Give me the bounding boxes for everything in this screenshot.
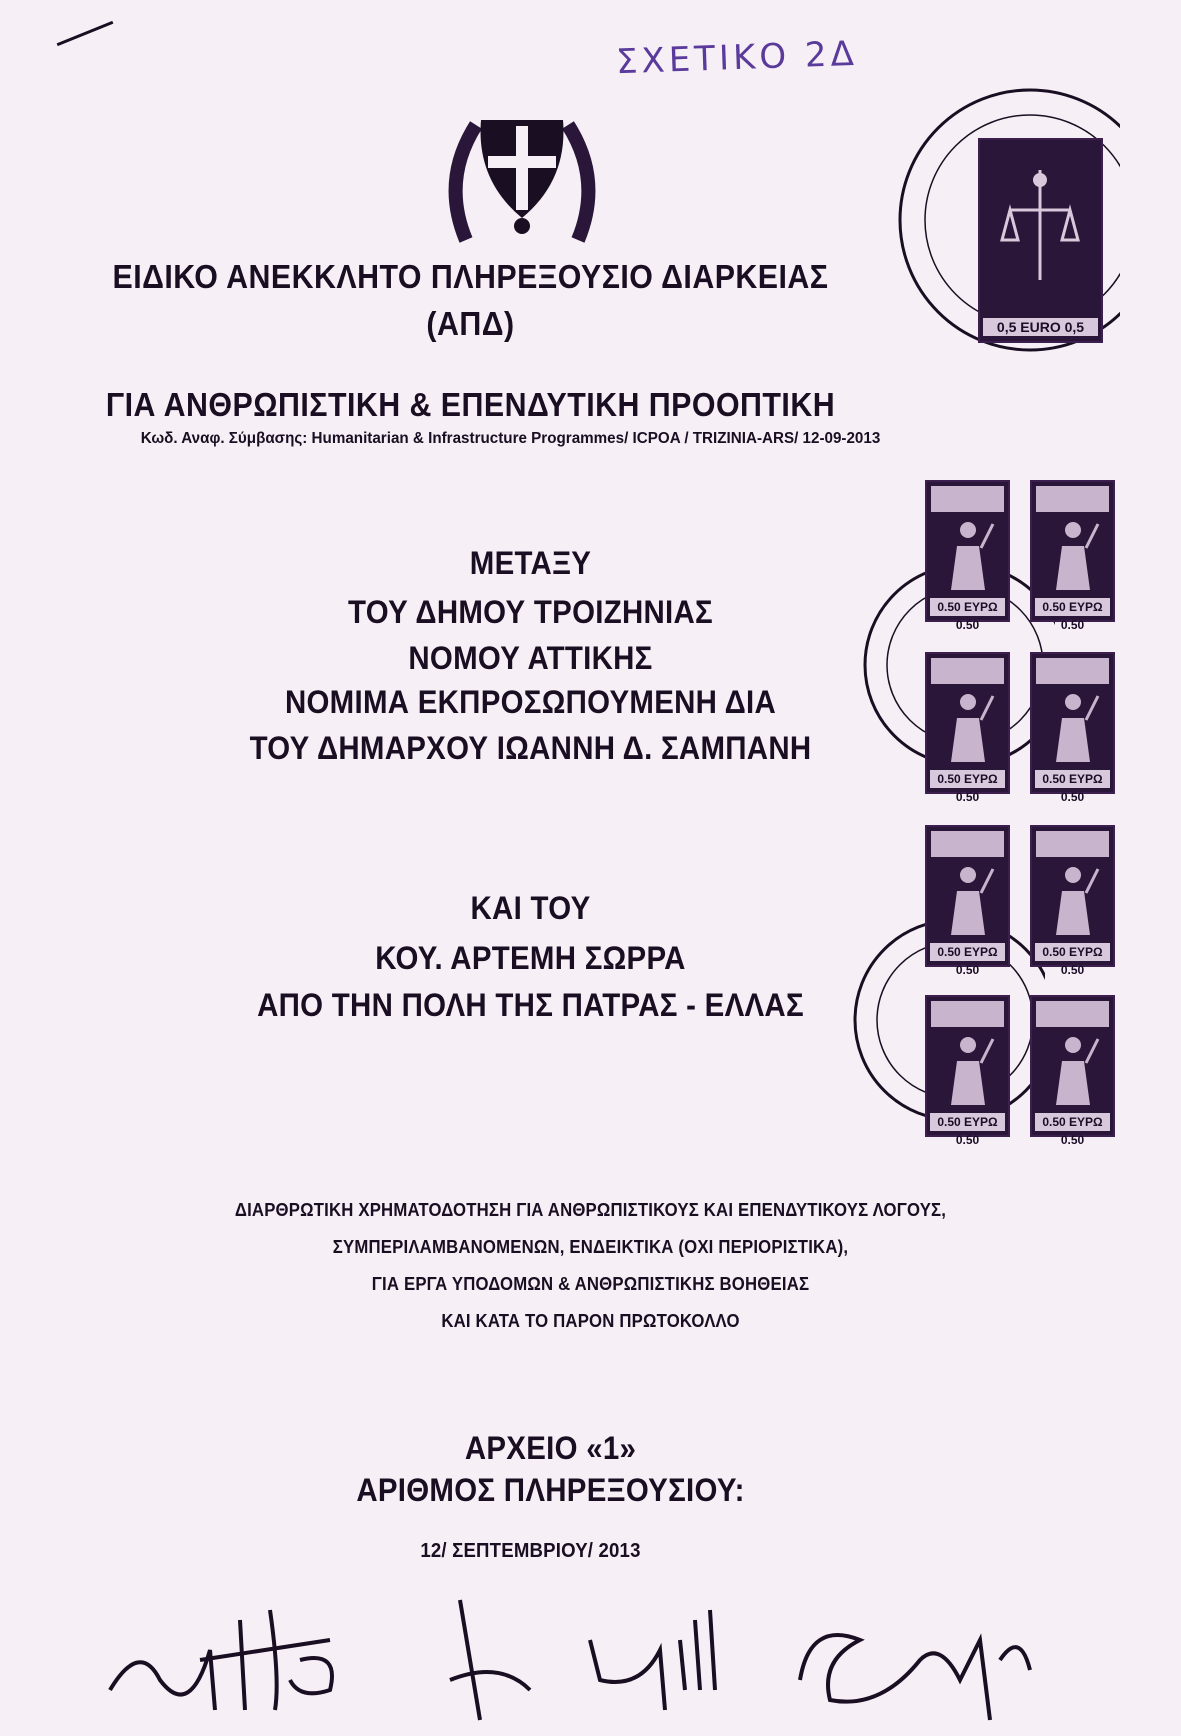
signature-3	[780, 1600, 1060, 1730]
party1-line1: ΤΟΥ ΔΗΜΟΥ ΤΡΟΙΖΗΝΙΑΣ	[348, 594, 713, 630]
lawyer-stamp: 0.50 EYPΩ 0.50	[1030, 995, 1115, 1137]
signature-1	[100, 1580, 360, 1730]
document-subtitle: ΓΙΑ ΑΝΘΡΩΠΙΣΤΙΚΗ & ΕΠΕΝΔΥΤΙΚΗ ΠΡΟΟΠΤΙΚΗ	[105, 386, 836, 423]
purpose-line: ΚΑΙ ΚΑΤΑ ΤΟ ΠΑΡΟΝ ΠΡΩΤΟΚΟΛΛΟ	[441, 1311, 740, 1331]
document-title: ΕΙΔΙΚΟ ΑΝΕΚΚΛΗΤΟ ΠΛΗΡΕΞΟΥΣΙΟ ΔΙΑΡΚΕΙΑΣ	[112, 258, 829, 295]
party1-line2: ΝΟΜΟΥ ΑΤΤΙΚΗΣ	[408, 640, 653, 676]
document-date: 12/ ΣΕΠΤΕΜΒΡΙΟΥ/ 2013	[420, 1540, 641, 1562]
lawyer-stamp: 0.50 EYPΩ 0.50	[1030, 480, 1115, 622]
national-emblem-icon	[436, 100, 608, 250]
lawyer-stamp: 0.50 EYPΩ 0.50	[1030, 652, 1115, 794]
purpose-line: ΔΙΑΡΘΡΩΤΙΚΗ ΧΡΗΜΑΤΟΔΟΤΗΣΗ ΓΙΑ ΑΝΘΡΩΠΙΣΤΙΚΟΥΣ ΚΑΙ ΕΠΕΝΔΥΤΙΚΟΥΣ ΛΟΓΟΥΣ,	[234, 1200, 947, 1220]
lawyer-stamp: 0.50 EYPΩ 0.50	[925, 480, 1010, 622]
stamp-value: 0,5 EURO 0,5	[983, 318, 1098, 336]
between-label: ΜΕΤΑΞΥ	[469, 545, 592, 581]
contract-reference: Κωδ. Αναφ. Σύμβασης: Humanitarian & Infrastructure Programmes/ ICPOA / TRIZINIA-ARS/ 12-09-2013	[140, 430, 881, 447]
lawyer-stamp: 0.50 EYPΩ 0.50	[1030, 825, 1115, 967]
party2-line1: ΚΟΥ. ΑΡΤΕΜΗ ΣΩΡΡΑ	[375, 940, 686, 976]
purpose-line: ΣΥΜΠΕΡΙΛΑΜΒΑΝΟΜΕΝΩΝ, ΕΝΔΕΙΚΤΙΚΑ (ΟΧΙ ΠΕΡΙΟΡΙΣΤΙΚΑ),	[332, 1237, 849, 1257]
signature-2	[440, 1580, 740, 1730]
archive-label: ΑΡΧΕΙΟ «1»	[464, 1430, 637, 1466]
party1-line4: ΤΟΥ ΔΗΜΑΡΧΟΥ ΙΩΑΝΝΗ Δ. ΣΑΜΠΑΝΗ	[249, 730, 812, 766]
lawyer-stamp: 0.50 EYPΩ 0.50	[925, 825, 1010, 967]
lawyer-stamp: 0.50 EYPΩ 0.50	[925, 652, 1010, 794]
document-title-abbrev: (ΑΠΔ)	[426, 305, 515, 342]
corner-mark	[57, 21, 114, 46]
party1-line3: ΝΟΜΙΜΑ ΕΚΠΡΟΣΩΠΟΥΜΕΝΗ ΔΙΑ	[284, 684, 777, 720]
party2-line2: ΑΠΟ ΤΗΝ ΠΟΛΗ ΤΗΣ ΠΑΤΡΑΣ - ΕΛΛΑΣ	[257, 987, 804, 1023]
lawyer-stamp: 0.50 EYPΩ 0.50	[925, 995, 1010, 1137]
poa-number-label: ΑΡΙΘΜΟΣ ΠΛΗΡΕΞΟΥΣΙΟΥ:	[356, 1472, 745, 1508]
purpose-line: ΓΙΑ ΕΡΓΑ ΥΠΟΔΟΜΩΝ & ΑΝΘΡΩΠΙΣΤΙΚΗΣ ΒΟΗΘΕΙΑΣ	[371, 1274, 810, 1294]
and-label: ΚΑΙ ΤΟΥ	[470, 890, 591, 926]
handwritten-reference: ΣΧΕΤΙΚΟ 2Δ	[615, 33, 859, 83]
